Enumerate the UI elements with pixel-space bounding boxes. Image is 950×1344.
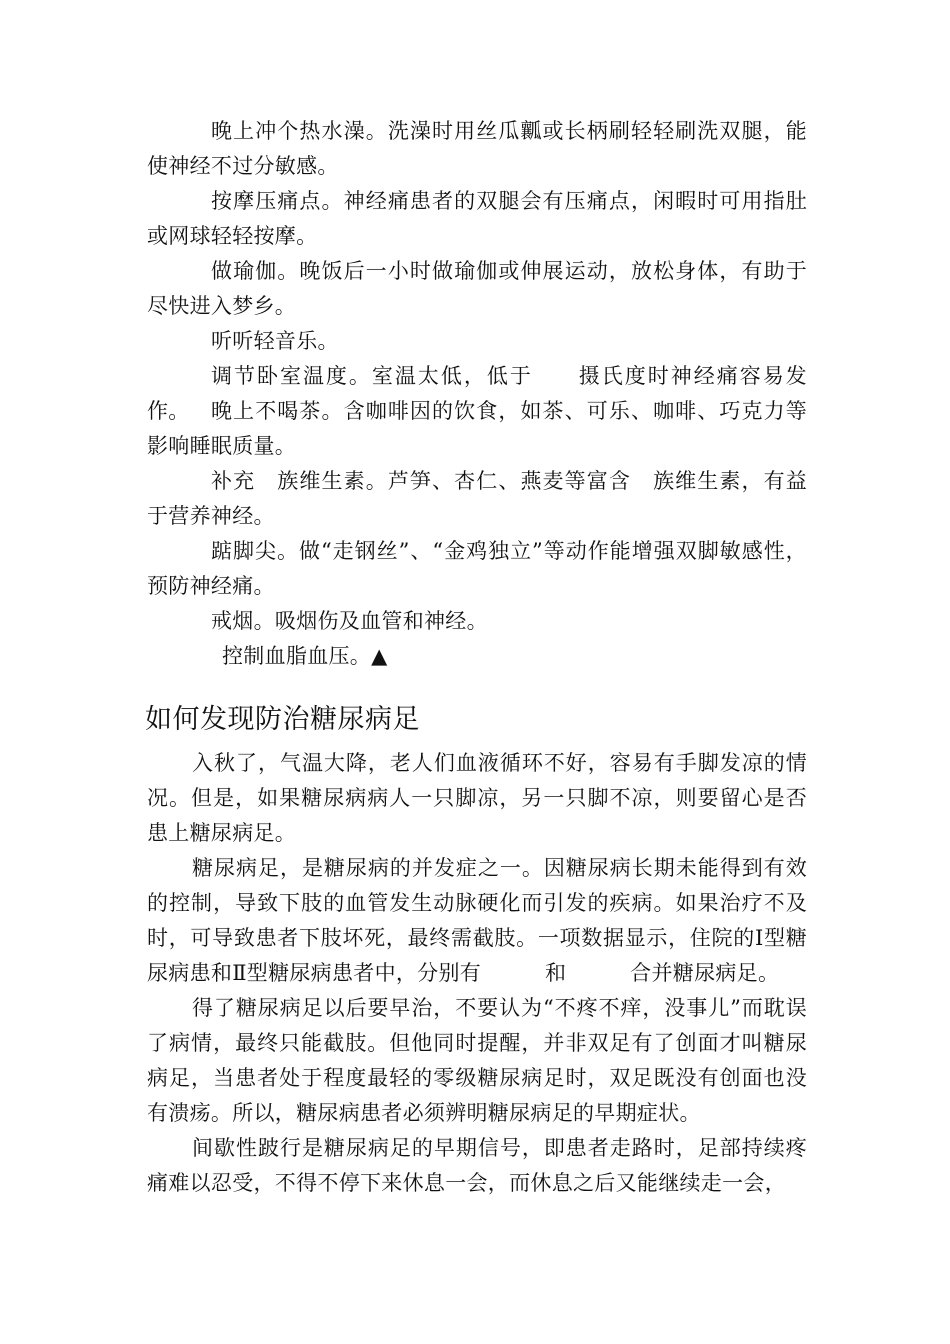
paragraph-early-treatment: 得了糖尿病足以后要早治，不要认为“不疼不痒，没事儿”而耽误了病情，最终只能截肢。但他同时提醒，并非双足有了创面才叫糖尿病足，当患者处于程度最轻的零级糖尿病足时，双足既没有创面也没有溃疡。所以，糖尿病患者必须辨明糖尿病足的早期症状。 [147, 996, 807, 1125]
paragraph-yoga: 做瑜伽。晚饭后一小时做瑜伽或伸展运动，放松身体，有助于尽快进入梦乡。 [147, 259, 807, 318]
section-title: 如何发现防治糖尿病足 [145, 704, 420, 735]
paragraph-music: 听听轻音乐。 [211, 329, 339, 353]
paragraph-massage: 按摩压痛点。神经痛患者的双腿会有压痛点，闲暇时可用指肚或网球轻轻按摩。 [147, 189, 807, 248]
paragraph-autumn-intro: 入秋了，气温大降，老人们血液循环不好，容易有手脚发凉的情况。但是，如果糖尿病病人一只脚凉，另一只脚不凉，则要留心是否患上糖尿病足。 [147, 751, 807, 845]
paragraph-vitamin-b: 补充 族维生素。芦笋、杏仁、燕麦等富含 族维生素，有益于营养神经。 [147, 469, 807, 528]
paragraph-diabetic-foot-definition: 糖尿病足，是糖尿病的并发症之一。因糖尿病长期未能得到有效的控制，导致下肢的血管发生动脉硬化而引发的疾病。如果治疗不及时，可导致患者下肢坏死，最终需截肢。一项数据显示，住院的Ⅰ型糖尿病患和Ⅱ型糖尿病患者中，分别有 和 合并糖尿病足。 [147, 856, 807, 985]
paragraph-quit-smoking: 戒烟。吸烟伤及血管和神经。 [211, 609, 488, 633]
paragraph-room-temperature: 调节卧室温度。室温太低，低于 摄氏度时神经痛容易发作。 [147, 364, 807, 423]
paragraph-no-tea: 晚上不喝茶。含咖啡因的饮食，如茶、可乐、咖啡、巧克力等影响睡眠质量。 [147, 399, 807, 458]
paragraph-control-lipids: 控制血脂血压。▲ [222, 644, 388, 668]
paragraph-hot-bath: 晚上冲个热水澡。洗澡时用丝瓜瓤或长柄刷轻轻刷洗双腿，能使神经不过分敏感。 [147, 119, 807, 178]
paragraph-intermittent-claudication: 间歇性跛行是糖尿病足的早期信号，即患者走路时，足部持续疼痛难以忍受，不得不停下来休息一会，而休息之后又能继续走一会， [147, 1136, 807, 1195]
paragraph-tiptoe: 踮脚尖。做“走钢丝”、“金鸡独立”等动作能增强双脚敏感性，预防神经痛。 [147, 539, 807, 598]
